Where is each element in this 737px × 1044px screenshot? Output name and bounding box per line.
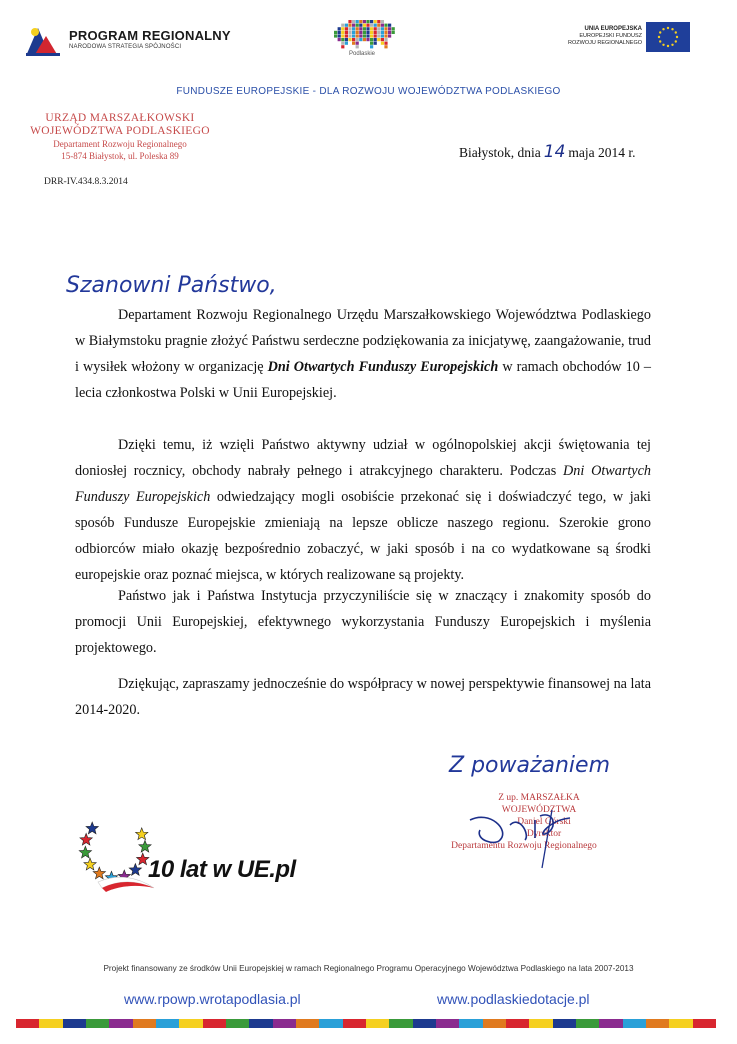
bison-mosaic-cell (384, 27, 387, 30)
bison-mosaic-cell (377, 31, 380, 34)
footer-funding-note: Projekt finansowany ze środków Unii Europejskiej w ramach Regionalnego Programu Operacyjnego Województwa Podlaskiego na lata 2007-2013 (103, 964, 634, 973)
body-paragraph-3 (75, 583, 651, 661)
bison-mosaic-cell (348, 20, 351, 23)
bison-mosaic-cell (359, 27, 362, 30)
bison-mosaic-cell (377, 24, 380, 27)
bison-mosaic-cell (384, 38, 387, 41)
bison-mosaic-cell (384, 42, 387, 45)
color-bar-segment (39, 1019, 62, 1028)
p4-text: Dziękując, zapraszamy jednocześnie do współpracy w nowej perspektywie finansowej na lata 2014-2020. (75, 676, 652, 718)
bison-mosaic-cell (348, 34, 351, 37)
color-bar-segment (156, 1019, 179, 1028)
color-bar-segment (226, 1019, 249, 1028)
bison-mosaic-cell (374, 27, 377, 30)
bison-mosaic-cell (377, 20, 380, 23)
bison-mosaic-cell (374, 42, 377, 45)
sig-stamp-line-1: Z up. MARSZAŁKA WOJEWÓDZTWA (498, 793, 580, 815)
logo-star (84, 858, 96, 870)
bison-mosaic-cell (381, 24, 384, 27)
bison-mosaic-cell (338, 34, 341, 37)
bison-mosaic-cell (381, 20, 384, 23)
bison-mosaic-cell (348, 38, 351, 41)
bison-mosaic-cell (338, 38, 341, 41)
p2-text-a: Dzięki temu, iż wzięli Państwo aktywny udział w ogólnopolskiej akcji świętowania tej doniosłej rocznicy, obchody nabrały pełnego i atrakcyjnego charakteru. Podczas (75, 437, 651, 479)
color-bar-segment (343, 1019, 366, 1028)
bison-mosaic-cell (352, 31, 355, 34)
bison-mosaic-cell (345, 24, 348, 27)
bison-mosaic-cell (334, 31, 337, 34)
p1-text-a: Departament Rozwoju Regionalnego Urzędu Marszałkowskiego Województwa Podlaskiego w Białymstoku pragnie złożyć Państwu serdeczne podziękowania za inicjatywę, zaangażowanie, trud i wysiłek włożony w organizację (75, 307, 651, 375)
bison-mosaic-cell (381, 34, 384, 37)
bison-mosaic-cell (356, 34, 359, 37)
bison-mosaic-cell (381, 31, 384, 34)
color-bar-segment (203, 1019, 226, 1028)
bison-mosaic-cell (352, 20, 355, 23)
bison-mosaic-cell (366, 20, 369, 23)
bison-mosaic-cell (352, 27, 355, 30)
bison-mosaic-cell (352, 42, 355, 45)
bison-mosaic-cell (359, 20, 362, 23)
color-bar-segment (319, 1019, 342, 1028)
logo-star (139, 840, 151, 852)
bison-mosaic-cell (352, 38, 355, 41)
bison-mosaic-cell (359, 34, 362, 37)
color-bar-segment (506, 1019, 529, 1028)
color-bar-segment (693, 1019, 716, 1028)
bison-mosaic-cell (356, 45, 359, 48)
bison-mosaic-cell (363, 27, 366, 30)
date-prefix: Białystok, dnia (459, 145, 541, 160)
footer-url-right[interactable]: www.podlaskiedotacje.pl (437, 991, 590, 1007)
bison-mosaic-cell (366, 27, 369, 30)
bison-mosaic-cell (363, 24, 366, 27)
bison-mosaic-cell (356, 24, 359, 27)
bison-mosaic-cell (363, 38, 366, 41)
program-regionalny-subtitle: NARODOWA STRATEGIA SPÓJNOŚCI (69, 44, 182, 50)
bison-mosaic-cell (341, 34, 344, 37)
color-bar-segment (133, 1019, 156, 1028)
color-bar-segment (529, 1019, 552, 1028)
bison-mosaic-cell (348, 24, 351, 27)
p2-emphasis: Dni Otwartych Funduszy Europejskich (75, 463, 651, 505)
bison-mosaic-cell (338, 31, 341, 34)
color-bar-segment (16, 1019, 39, 1028)
eu-line-2: EUROPEJSKI FUNDUSZ (579, 33, 642, 39)
bison-mosaic-cell (345, 42, 348, 45)
bison-mosaic-cell (388, 27, 391, 30)
podlaskie-logo-label: Podlaskie (349, 51, 376, 57)
eu-flag-star (659, 40, 661, 42)
bison-mosaic-cell (363, 34, 366, 37)
stamp-line-2: WOJEWÓDZTWA PODLASKIEGO (30, 125, 210, 137)
bison-mosaic-cell (370, 45, 373, 48)
stamp-line-1: URZĄD MARSZAŁKOWSKI (45, 112, 195, 124)
color-bar-segment (366, 1019, 389, 1028)
bison-mosaic-cell (341, 45, 344, 48)
closing-text: Z poważaniem (449, 753, 611, 778)
bison-mosaic-cell (341, 38, 344, 41)
body-paragraph-1 (75, 302, 651, 406)
eu-flag-star (662, 44, 664, 46)
sig-stamp-line-3: Dyrektor (526, 829, 562, 839)
p3-text: Państwo jak i Państwa Instytucja przyczyniliście się w znaczący i znakomity sposób do promocji Unii Europejskiej, efektywnego wykorzystania Funduszy Europejskich i myślenia projektowego. (75, 588, 651, 656)
eu-line-3: ROZWOJU REGIONALNEGO (568, 40, 642, 46)
color-bar-segment (109, 1019, 132, 1028)
bison-mosaic-cell (374, 24, 377, 27)
bison-mosaic-cell (384, 34, 387, 37)
eu-flag-star (662, 28, 664, 30)
eu-flag-star (667, 27, 669, 29)
date-day-handwritten: 14 (543, 142, 566, 162)
bison-mosaic-cell (341, 42, 344, 45)
bison-mosaic-cell (352, 24, 355, 27)
eu-flag-icon (646, 22, 690, 52)
bison-mosaic-cell (381, 42, 384, 45)
bison-mosaic-cell (374, 31, 377, 34)
stamp-line-3: Departament Rozwoju Regionalnego (53, 139, 187, 149)
bison-mosaic-cell (345, 38, 348, 41)
reference-number: DRR-IV.434.8.3.2014 (44, 177, 128, 187)
stamp-line-4: 15-874 Białystok, ul. Poleska 89 (61, 151, 179, 161)
eu-flag-star (671, 28, 673, 30)
bison-mosaic-cell (377, 38, 380, 41)
color-bar-segment (553, 1019, 576, 1028)
bison-mosaic-cell (370, 42, 373, 45)
sig-stamp-line-2: Daniel Górski (517, 817, 571, 827)
bison-mosaic-cell (356, 38, 359, 41)
bison-mosaic-cell (338, 27, 341, 30)
footer-url-left[interactable]: www.rpowp.wrotapodlasia.pl (124, 991, 301, 1007)
bison-mosaic-cell (370, 27, 373, 30)
bison-mosaic-cell (392, 27, 395, 30)
color-bar-segment (273, 1019, 296, 1028)
bison-mosaic-cell (356, 31, 359, 34)
polish-flag-swoosh-icon (96, 870, 156, 894)
bison-mosaic-cell (341, 27, 344, 30)
bison-mosaic-cell (366, 34, 369, 37)
logo-star (79, 846, 91, 858)
color-bar-segment (63, 1019, 86, 1028)
color-bar-segment (669, 1019, 692, 1028)
bison-mosaic-cell (374, 38, 377, 41)
bison-mosaic-cell (348, 27, 351, 30)
bison-mosaic-cell (381, 27, 384, 30)
bison-mosaic-cell (384, 45, 387, 48)
color-bar-segment (646, 1019, 669, 1028)
signature-scrawl-icon (440, 790, 600, 870)
ten-years-eu-logo-text: 10 lat w UE.pl (148, 856, 296, 883)
bison-mosaic-cell (348, 31, 351, 34)
bison-mosaic-cell (388, 34, 391, 37)
eu-flag-star (675, 40, 677, 42)
body-paragraph-2 (75, 432, 651, 588)
color-bar-segment (599, 1019, 622, 1028)
bison-mosaic-cell (388, 31, 391, 34)
color-bar-segment (413, 1019, 436, 1028)
color-bar-segment (483, 1019, 506, 1028)
color-bar-segment (389, 1019, 412, 1028)
color-bar-segment (249, 1019, 272, 1028)
p1-emphasis: Dni Otwartych Funduszy Europejskich (267, 359, 499, 375)
logo-star (80, 833, 92, 845)
eu-flag-star (671, 44, 673, 46)
bison-mosaic-cell (356, 20, 359, 23)
logo-star (136, 828, 148, 840)
bison-mosaic-cell (384, 31, 387, 34)
bison-mosaic-cell (363, 20, 366, 23)
footer-color-bar (16, 1019, 716, 1028)
color-bar-segment (436, 1019, 459, 1028)
color-bar-segment (179, 1019, 202, 1028)
eu-flag-star (676, 36, 678, 38)
p2-text-b: odwiedzający mogli osobiście przekonać się i doświadczyć tego, w jaki sposób Fundusze Europejskie zmieniają na lepsze oblicze naszego regionu. Szerokie grono odbiorców miało okazję bezpośrednio zobaczyć, w jaki sposób i na co wydatkowane są środki europejskie oraz poznać miejsca, w których realizowane są projekty. (75, 489, 652, 583)
office-stamp (20, 112, 220, 162)
bison-mosaic-cell (377, 27, 380, 30)
bison-mosaic-cell (359, 31, 362, 34)
eu-fund-label (540, 26, 642, 47)
bison-mosaic-cell (381, 38, 384, 41)
color-bar-segment (296, 1019, 319, 1028)
color-bar-segment (623, 1019, 646, 1028)
bison-mosaic-cell (377, 34, 380, 37)
bison-mosaic-cell (392, 31, 395, 34)
bison-mosaic-cell (341, 31, 344, 34)
sig-stamp-line-4: Departamentu Rozwoju Regionalnego (451, 841, 597, 851)
color-bar-segment (576, 1019, 599, 1028)
salutation-handwritten (62, 262, 302, 306)
bison-mosaic-cell (341, 24, 344, 27)
bison-mosaic-cell (366, 38, 369, 41)
bison-mosaic-cell (345, 31, 348, 34)
eu-flag-star (658, 36, 660, 38)
bison-mosaic-cell (366, 31, 369, 34)
bison-mosaic-cell (345, 27, 348, 30)
signature-closing-handwritten (445, 742, 635, 786)
program-regionalny-title: PROGRAM REGIONALNY (69, 28, 231, 43)
color-bar-segment (459, 1019, 482, 1028)
eu-flag-star (659, 31, 661, 33)
salutation-text: Szanowni Państwo, (66, 273, 277, 298)
bison-mosaic-cell (352, 34, 355, 37)
eu-flag-star (675, 31, 677, 33)
eu-line-1: UNIA EUROPEJSKA (584, 26, 642, 32)
bison-mosaic-cell (370, 38, 373, 41)
bison-mosaic-cell (363, 31, 366, 34)
letter-date (459, 142, 636, 162)
bison-mosaic-cell (359, 24, 362, 27)
program-regionalny-logo-icon (24, 20, 62, 58)
bison-mosaic-cell (384, 24, 387, 27)
bison-mosaic-cell (334, 34, 337, 37)
eu-flag-star (667, 45, 669, 47)
bison-mosaic-cell (366, 24, 369, 27)
bison-mosaic-cell (356, 27, 359, 30)
date-suffix: maja 2014 r. (568, 145, 636, 160)
color-bar-segment (86, 1019, 109, 1028)
p1-text-b: w ramach obchodów 10 – lecia członkostwa Polski w Unii Europejskiej. (75, 359, 651, 401)
funds-tagline: FUNDUSZE EUROPEJSKIE - DLA ROZWOJU WOJEWÓDZTWA PODLASKIEGO (176, 86, 561, 97)
bison-mosaic-cell (370, 31, 373, 34)
bison-mosaic-cell (374, 20, 377, 23)
bison-mosaic-cell (345, 34, 348, 37)
bison-mosaic-cell (370, 34, 373, 37)
bison-mosaic-cell (359, 38, 362, 41)
bison-mosaic-cell (374, 34, 377, 37)
bison-mosaic-cell (370, 20, 373, 23)
bison-mosaic-cell (388, 24, 391, 27)
bison-mosaic-cell (370, 24, 373, 27)
logo-star (86, 822, 98, 834)
body-paragraph-4 (75, 671, 651, 723)
bison-mosaic-cell (356, 42, 359, 45)
